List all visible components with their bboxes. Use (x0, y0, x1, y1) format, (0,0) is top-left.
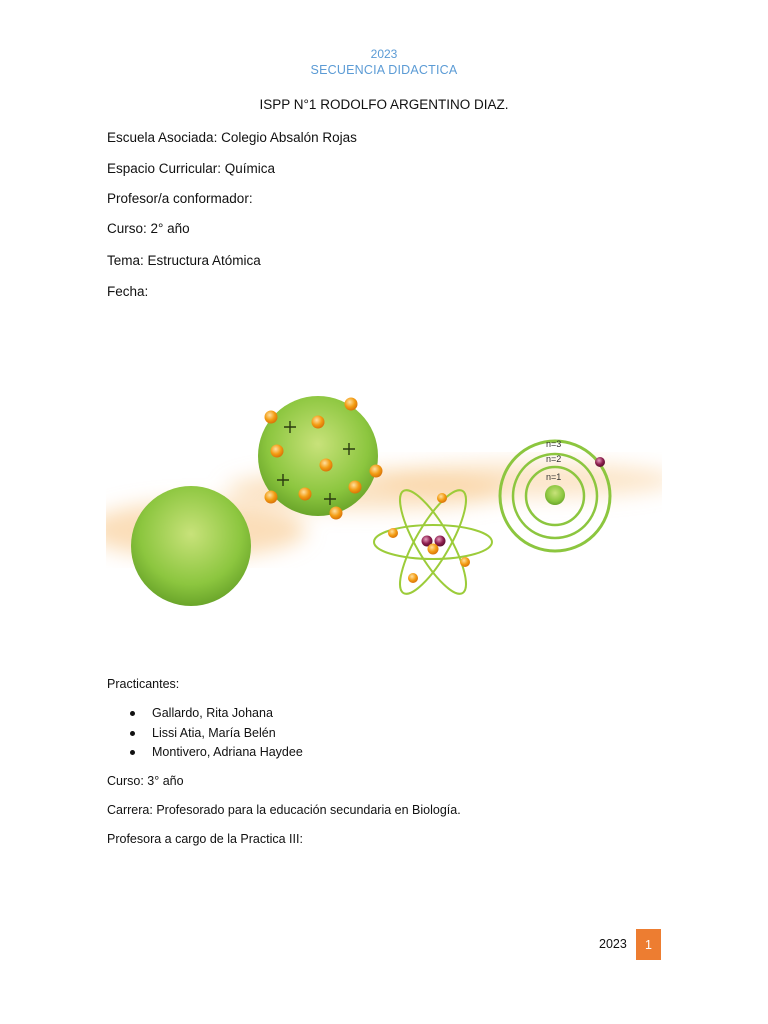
bohr-nucleus (545, 485, 565, 505)
field-escuela: Escuela Asociada: Colegio Absalón Rojas (107, 130, 357, 145)
field-profesora-practica: Profesora a cargo de la Practica III: (107, 832, 303, 846)
orbit-label-n3: n=3 (546, 439, 562, 449)
bullet-icon (130, 711, 135, 716)
practicantes-list (128, 704, 303, 763)
list-item (128, 704, 303, 724)
bullet-icon (130, 731, 135, 736)
student-name: Lissi Atia, María Belén (152, 725, 276, 740)
student-name: Gallardo, Rita Johana (152, 706, 273, 720)
practicantes-label: Practicantes: (107, 677, 180, 691)
field-carrera: Carrera: Profesorado para la educación secundaria en Biología. (107, 803, 461, 817)
student-name: Montivero, Adriana Haydee (152, 745, 303, 759)
list-item (128, 724, 303, 744)
page-number-badge: 1 (636, 929, 661, 960)
field-curso: Curso: 2° año (107, 221, 190, 236)
rutherford-nucleus (422, 536, 446, 555)
orbit-label-n2: n=2 (546, 454, 562, 464)
orbit-label-n1: n=1 (546, 472, 562, 482)
field-curso-practicantes: Curso: 3° año (107, 774, 184, 788)
field-tema: Tema: Estructura Atómica (107, 253, 261, 268)
bullet-icon (130, 750, 135, 755)
field-profesor: Profesor/a conformador: (107, 191, 253, 206)
institution-title: ISPP N°1 RODOLFO ARGENTINO DIAZ. (259, 97, 509, 112)
bohr-electron (595, 457, 605, 467)
footer-year: 2023 (599, 937, 627, 951)
field-espacio: Espacio Curricular: Química (107, 161, 276, 176)
header-title: SECUENCIA DIDACTICA (310, 63, 458, 77)
header-year: 2023 (370, 47, 398, 61)
list-item (128, 743, 303, 763)
field-fecha: Fecha: (107, 284, 149, 299)
atom-models-illustration (106, 340, 662, 640)
dalton-sphere (131, 486, 251, 606)
